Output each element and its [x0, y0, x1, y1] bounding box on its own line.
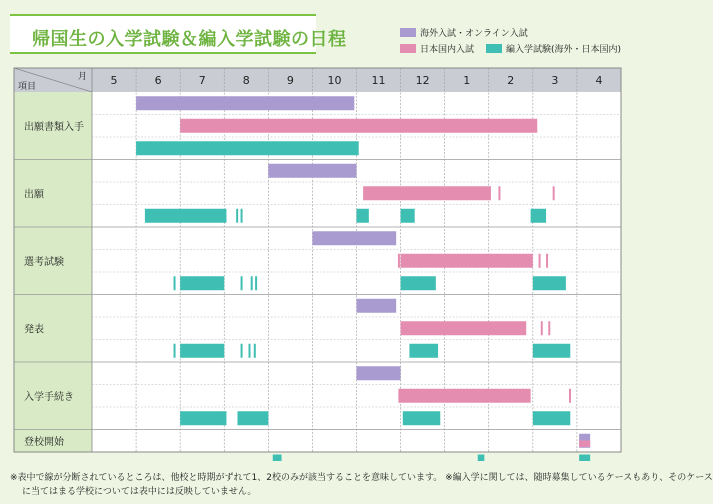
bar-transfer	[180, 276, 224, 290]
bar-transfer	[180, 344, 224, 358]
bar-overseas	[357, 366, 401, 380]
bar-transfer	[401, 276, 436, 290]
category-label: 登校開始	[24, 436, 64, 448]
month-label-12: 12	[415, 74, 430, 87]
bar-transfer	[478, 455, 485, 462]
month-label-6: 6	[154, 74, 162, 87]
bar-domestic	[401, 254, 533, 268]
bar-transfer	[251, 276, 253, 290]
header-row	[14, 68, 621, 92]
bar-transfer	[241, 344, 243, 358]
bar-transfer	[136, 141, 359, 155]
bar-domestic	[541, 321, 543, 335]
bar-transfer	[403, 411, 440, 425]
bar-transfer	[145, 209, 227, 223]
bar-transfer	[255, 276, 257, 290]
bar-transfer	[533, 344, 570, 358]
month-label-4: 4	[595, 74, 603, 87]
header-item-label: 項目	[18, 82, 37, 92]
legend-label-overseas: 海外入試・オンライン入試	[420, 28, 528, 39]
month-label-3: 3	[551, 74, 559, 87]
bar-domestic	[363, 186, 491, 200]
legend-label-transfer: 編入学試験(海外・日本国内)	[506, 44, 622, 55]
bar-transfer	[180, 411, 226, 425]
header-month-label: 月	[77, 72, 87, 82]
bar-transfer	[533, 276, 566, 290]
bar-overseas	[268, 164, 356, 178]
bar-transfer	[533, 411, 570, 425]
month-label-9: 9	[286, 74, 294, 87]
bar-domestic	[398, 389, 530, 403]
bar-overseas	[312, 231, 396, 245]
bar-transfer	[236, 209, 238, 223]
bar-domestic	[180, 119, 537, 133]
month-label-10: 10	[327, 74, 342, 87]
bar-domestic	[553, 186, 555, 200]
category-label: 出願	[24, 189, 44, 201]
bar-domestic	[539, 254, 541, 268]
bar-transfer	[174, 344, 176, 358]
category-label: 発表	[24, 324, 44, 336]
chart-title: 帰国生の入学試験＆編入学試験の日程	[32, 29, 347, 50]
bar-transfer	[531, 209, 546, 223]
bar-transfer	[241, 276, 243, 290]
category-label: 選考試験	[24, 256, 64, 268]
category-label: 出願書類入手	[24, 121, 84, 133]
bar-overseas	[136, 96, 354, 110]
bar-domestic	[579, 441, 590, 448]
bar-domestic	[548, 321, 550, 335]
bar-domestic	[398, 254, 400, 268]
month-label-8: 8	[242, 74, 250, 87]
month-label-1: 1	[463, 74, 471, 87]
bar-transfer	[254, 344, 256, 358]
bar-transfer	[237, 411, 268, 425]
bar-domestic	[498, 186, 500, 200]
bar-transfer	[241, 209, 243, 223]
month-label-7: 7	[198, 74, 206, 87]
bar-transfer	[409, 344, 438, 358]
bar-overseas	[357, 299, 397, 313]
legend-label-domestic: 日本国内入試	[420, 44, 475, 55]
bar-transfer	[357, 209, 369, 223]
footnote-line-2: に当てはまる学校については表中には反映していません。	[22, 487, 257, 497]
month-label-5: 5	[110, 74, 118, 87]
bar-transfer	[273, 455, 282, 462]
category-label: 入学手続き	[24, 391, 74, 403]
bar-transfer	[248, 344, 250, 358]
footnote-line-1: ※表中で線が分断されているところは、他校と時期がずれて1、2校のみが該当することを意味しています。 ※編入学に関しては、随時募集しているケースもあり、そのケース	[10, 473, 713, 483]
bar-domestic	[546, 254, 548, 268]
month-label-11: 11	[371, 74, 386, 87]
bar-domestic	[401, 321, 527, 335]
bar-transfer	[579, 455, 590, 462]
month-label-2: 2	[507, 74, 515, 87]
bar-domestic	[569, 389, 571, 403]
bar-transfer	[401, 209, 415, 223]
bar-transfer	[174, 276, 176, 290]
